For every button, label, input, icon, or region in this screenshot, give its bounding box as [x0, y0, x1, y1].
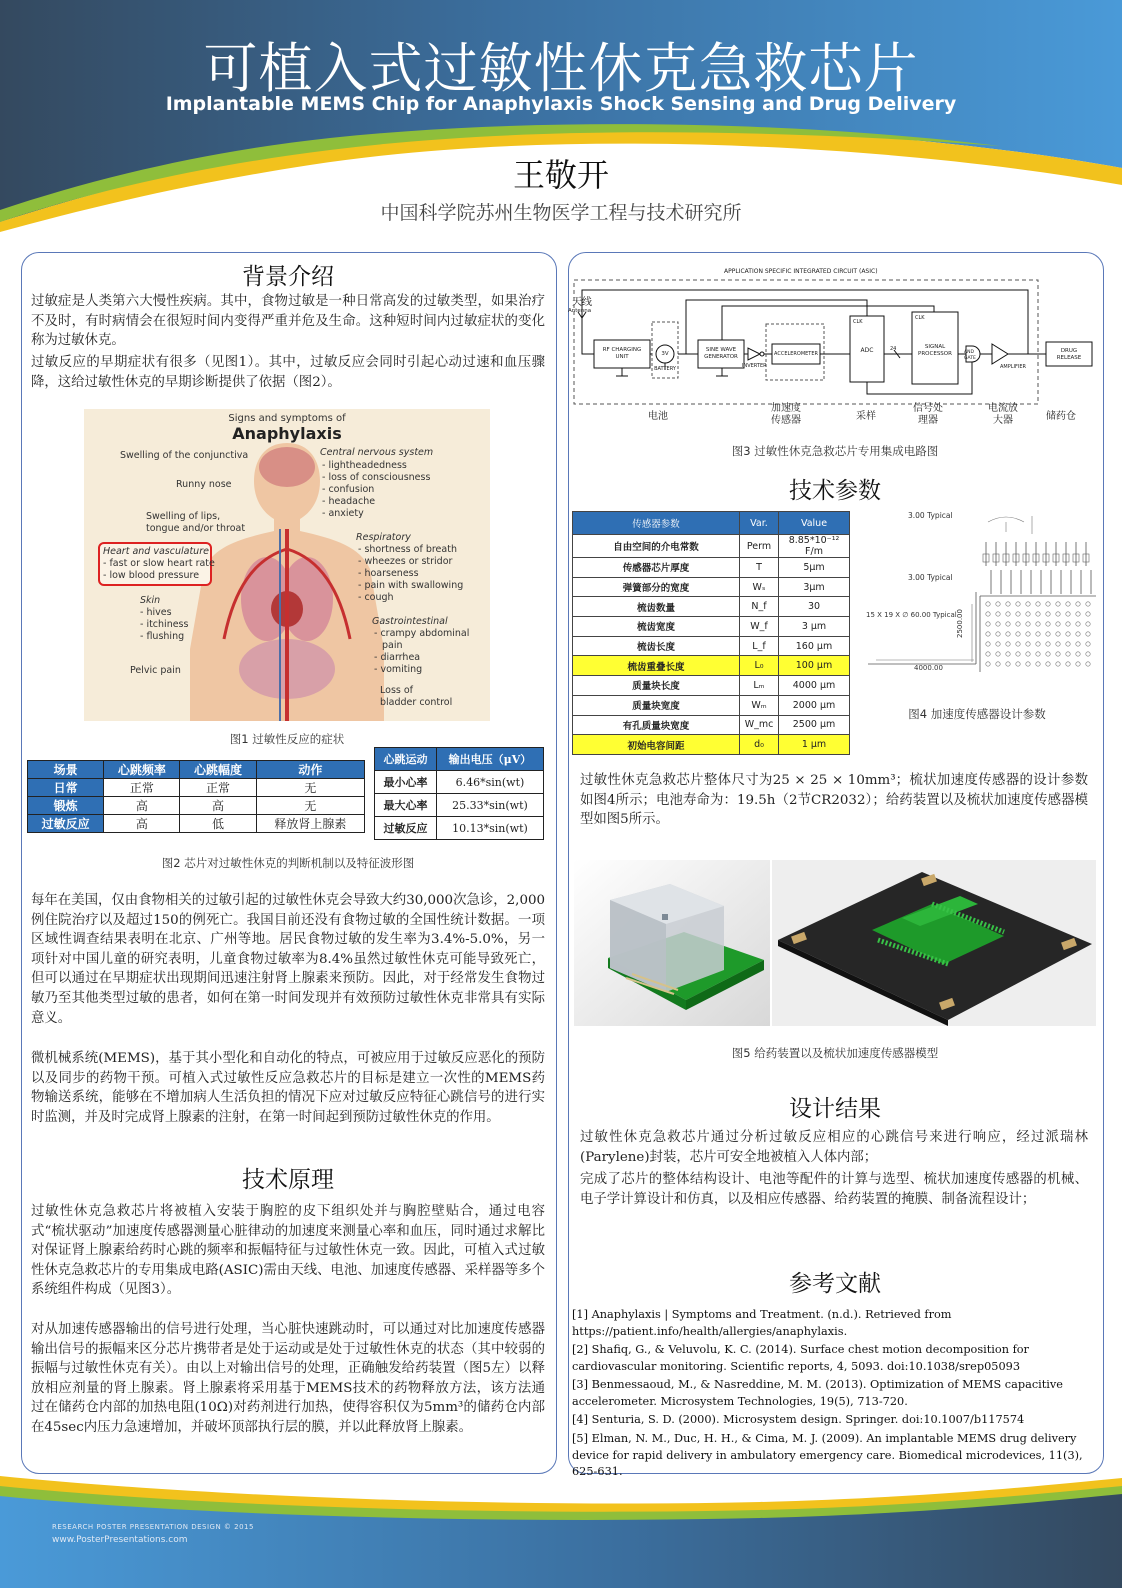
figure-5-caption: 图5 给药装置以及梳状加速度传感器模型	[731, 1046, 939, 1060]
fig1-resp-2: - wheezes or stridor	[358, 556, 453, 567]
fig1-lips-1: Swelling of lips,	[146, 511, 221, 522]
proof-mass-hole	[1036, 662, 1040, 666]
footer-credit: RESEARCH POSTER PRESENTATION DESIGN © 2015	[52, 1523, 254, 1531]
param-title: 技术参数	[789, 478, 881, 504]
table-header: 动作	[256, 761, 364, 779]
table-header: Var.	[740, 512, 779, 535]
reference-item: [4] Senturia, S. D. (2000). Microsystem design. Springer. doi:10.1007/b117574	[572, 1413, 1025, 1426]
figure-1-caption: 图1 过敏性反应的症状	[229, 732, 345, 746]
proof-mass-hole	[986, 622, 990, 626]
comb-accelerometer-model	[772, 860, 1096, 1026]
proof-mass-hole	[1076, 612, 1080, 616]
proof-mass-hole	[1056, 602, 1060, 606]
fig1-gi-title: Gastrointestinal	[372, 616, 448, 627]
table-cell: 梳齿长度	[573, 636, 740, 656]
fig1-skin-3: - flushing	[140, 631, 185, 642]
table-cell: d₀	[740, 735, 779, 755]
table-cell: 弹簧部分的宽度	[573, 577, 740, 597]
sine-block-label: SINE WAVE GENERATOR	[704, 347, 738, 360]
sp-block-label: SIGNAL PROCESSOR	[918, 344, 952, 357]
figure-5-models	[574, 860, 1096, 1026]
reference-item: [5] Elman, N. M., Duc, H. H., & Cima, M. J. (2009). An implantable MEMS drug delivery device for rapid delivery in ambulatory emergency care. Biomedical microdevices, 11(3), 625-631.	[572, 1432, 1083, 1478]
proof-mass-hole	[1026, 642, 1030, 646]
footer-background	[0, 1476, 1122, 1588]
proof-mass-hole	[1046, 652, 1050, 656]
table-cell: 1 μm	[779, 735, 850, 755]
proof-mass-hole	[1036, 602, 1040, 606]
sp-clk-label: CLK	[915, 315, 925, 321]
proof-mass-hole	[1016, 662, 1020, 666]
table-header: 输出电压（μV）	[436, 748, 543, 771]
table-row	[573, 676, 850, 696]
result-paragraph-1: 过敏性休克急救芯片通过分析过敏反应相应的心跳信号来进行响应，经过派瑞林(Parylene)封装，芯片可安全地被植入人体内部；	[580, 1130, 1088, 1165]
table-header: Value	[779, 512, 850, 535]
proof-mass-hole	[1036, 632, 1040, 636]
proof-mass-hole	[996, 652, 1000, 656]
table-cell: 梳齿数量	[573, 597, 740, 617]
intro-paragraph-2: 过敏反应的早期症状有很多（见图1）。其中，过敏反应会同时引起心动过速和血压骤降，这给过敏性休克的早期诊断提供了依据（图2）。	[31, 355, 545, 390]
table-cell: 自由空间的介电常数	[573, 535, 740, 558]
proof-mass-hole	[1046, 602, 1050, 606]
table-cell: Wₘ	[740, 695, 779, 715]
fig1-resp-4: - pain with swallowing	[358, 580, 464, 591]
adc-block-label: ADC	[860, 347, 874, 354]
proof-mass-hole	[1026, 602, 1030, 606]
intro-paragraph-4: 微机械系统(MEMS)，基于其小型化和自动化的特点，可被应用于过敏反应恶化的预防以及同步的药物干预。可植入式过敏性反应急救芯片的目标是建立一次性的MEMS药物输送系统，能够在不增加病人生活负担的情况下应对过敏反应特征心跳信号的进行实时监测，并及时完成肾上腺素的注射，在第一时间起到预防过敏性休克的作用。	[31, 1051, 545, 1125]
table-cell: 正常	[104, 779, 180, 797]
principle-title: 技术原理	[242, 1167, 334, 1193]
table-cell: 最小心率	[375, 771, 437, 794]
table-cell: W_f	[740, 617, 779, 637]
proof-mass-hole	[1006, 622, 1010, 626]
table-cell: 8.85*10⁻¹² F/m	[779, 535, 850, 558]
fig1-skin-2: - itchiness	[140, 619, 189, 630]
battery-label: BATTERY	[654, 366, 676, 372]
proof-mass-hole	[1086, 612, 1090, 616]
proof-mass-hole	[1046, 642, 1050, 646]
table-row	[573, 735, 850, 755]
fig1-heart-title: Heart and vasculature	[103, 546, 209, 557]
table-row	[375, 794, 544, 817]
proof-mass-hole	[1056, 622, 1060, 626]
proof-mass-hole	[1056, 642, 1060, 646]
table-cell: 25.33*sin(wt)	[436, 794, 543, 817]
table-row	[573, 597, 850, 617]
proof-mass-hole	[1006, 662, 1010, 666]
accel-block-label: ACCELEROMETER	[774, 351, 818, 357]
table-cell: 100 μm	[779, 656, 850, 676]
drug-block-label: DRUG RELEASE	[1056, 348, 1082, 361]
figure-3-caption: 图3 过敏性休克急救芯片专用集成电路图	[731, 444, 939, 458]
proof-mass-hole	[1036, 652, 1040, 656]
intro-title: 背景介绍	[242, 264, 334, 290]
proof-mass-hole	[1066, 652, 1070, 656]
fig1-conjunctiva: Swelling of the conjunctiva	[120, 450, 249, 461]
table-cell: 高	[104, 815, 180, 833]
result-title: 设计结果	[789, 1096, 881, 1122]
table-cell: 160 μm	[779, 636, 850, 656]
antenna-en: Antenna	[568, 308, 592, 314]
fig1-heart-1: - fast or slow heart rate	[103, 558, 215, 569]
table-cell: 日常	[28, 779, 104, 797]
table-row	[573, 656, 850, 676]
fig1-heading: Anaphylaxis	[232, 424, 342, 443]
table-cell: N_f	[740, 597, 779, 617]
label-amplifier: 电流放大器	[988, 403, 1018, 426]
proof-mass-hole	[1076, 632, 1080, 636]
table-row	[28, 761, 365, 779]
proof-mass-hole	[996, 642, 1000, 646]
proof-mass-hole	[1076, 662, 1080, 666]
table-header: 场景	[28, 761, 104, 779]
table-row	[375, 771, 544, 794]
proof-mass-hole	[1026, 632, 1030, 636]
adc-clk-label: CLK	[853, 319, 863, 325]
proof-mass-hole	[1056, 612, 1060, 616]
proof-mass-hole	[986, 662, 990, 666]
inverter-label: INVERTER	[742, 363, 767, 369]
principle-paragraph-2: 对从加速传感器输出的信号进行处理，当心脏快速跳动时，可以通过对比加速度传感器输出信号的振幅来区分芯片携带者是处于运动或是处于过敏性休克的状态（其中较弱的振幅与过敏性休克有关）。由以上对输出信号的处理，正确触发给药装置（图5左）以释放相应剂量的肾上腺素。肾上腺素将采用基于MEMS技术的药物释放方法，该方法通过在储药仓内部的加热电阻(10Ω)对药剂进行加热，使得容积仅为5mm³的储药仓内部在45sec内压力急速增加，并破坏顶部执行层的膜，并以此释放肾上腺素。	[31, 1322, 545, 1435]
proof-mass-hole	[1016, 602, 1020, 606]
table-row	[573, 617, 850, 637]
fig1-skin-title: Skin	[140, 595, 161, 606]
figure-1-anaphylaxis	[84, 409, 490, 721]
proof-mass-hole	[1026, 652, 1030, 656]
drug-delivery-model	[574, 860, 770, 1026]
result-paragraph-2: 完成了芯片的整体结构设计、电池等配件的计算与选型、梳状加速度传感器的机械、电子学计算设计和仿真，以及相应传感器、给药装置的掩膜、制备流程设计；	[580, 1172, 1088, 1207]
fig1-cns-3: - confusion	[322, 484, 375, 495]
fig1-gi-2: pain	[382, 640, 403, 651]
fig4-dim-1: 3.00 Typical	[908, 511, 953, 520]
proof-mass-hole	[1016, 652, 1020, 656]
table-row	[573, 695, 850, 715]
proof-mass-hole	[1046, 632, 1050, 636]
proof-mass-hole	[996, 622, 1000, 626]
fig4-dim-5: 4000.00	[914, 664, 943, 672]
fig1-heart-2: - low blood pressure	[103, 570, 200, 581]
table-cell: 30	[779, 597, 850, 617]
footer-url: www.PosterPresentations.com	[52, 1535, 188, 1545]
fig1-resp-3: - hoarseness	[358, 568, 419, 579]
fig1-cns-1: - lightheadedness	[322, 460, 407, 471]
fig1-resp-5: - cough	[358, 592, 394, 603]
table-row	[28, 779, 365, 797]
table-cell: 4000 μm	[779, 676, 850, 696]
poster-subtitle: Implantable MEMS Chip for Anaphylaxis Shock Sensing and Drug Delivery	[165, 93, 957, 115]
and-gate-label: AND GATE	[964, 350, 976, 361]
fig4-dim-4: 2500.00	[956, 609, 964, 638]
proof-mass-hole	[1016, 612, 1020, 616]
table-cell: 质量块长度	[573, 676, 740, 696]
figure-4-caption: 图4 加速度传感器设计参数	[908, 707, 1046, 721]
table-cell: 5μm	[779, 558, 850, 578]
reference-item: [1] Anaphylaxis | Symptoms and Treatment. (n.d.). Retrieved from https://patient.info/health/allergies/anaphylaxis.	[572, 1308, 952, 1338]
table-row	[28, 815, 365, 833]
table-cell: 无	[256, 797, 364, 815]
table-cell: 3μm	[779, 577, 850, 597]
proof-mass-hole	[1026, 612, 1030, 616]
table-cell: 过敏反应	[375, 817, 437, 840]
table-cell: 低	[180, 815, 256, 833]
table-cell: 初始电容间距	[573, 735, 740, 755]
table-cell: 梳齿重叠长度	[573, 656, 740, 676]
fig1-runny-nose: Runny nose	[176, 479, 232, 490]
table-header: 心跳频率	[104, 761, 180, 779]
table-row	[573, 512, 850, 535]
proof-mass-hole	[1036, 612, 1040, 616]
table-row	[28, 797, 365, 815]
table-cell: L_f	[740, 636, 779, 656]
proof-mass-hole	[1006, 612, 1010, 616]
table-cell: 6.46*sin(wt)	[436, 771, 543, 794]
asic-label: APPLICATION SPECIFIC INTEGRATED CIRCUIT (ASIC)	[724, 268, 878, 275]
reference-item: [3] Benmessaoud, M., & Nasreddine, M. M. (2013). Optimization of MEMS capacitive accelerometer. Microsystem Technologies, 19(5), 713-720.	[572, 1378, 1063, 1408]
table-header: 心跳幅度	[180, 761, 256, 779]
proof-mass-hole	[986, 612, 990, 616]
table-cell: 释放肾上腺素	[256, 815, 364, 833]
table-cell: T	[740, 558, 779, 578]
proof-mass-hole	[1016, 622, 1020, 626]
proof-mass-hole	[1076, 652, 1080, 656]
proof-mass-hole	[1006, 642, 1010, 646]
fig4-dim-3: 15 X 19 X ∅ 60.00 Typical	[866, 611, 957, 619]
table-row	[573, 535, 850, 558]
table-cell: 无	[256, 779, 364, 797]
fig1-gi-1: - crampy abdominal	[374, 628, 470, 639]
proof-mass-hole	[996, 632, 1000, 636]
proof-mass-hole	[986, 642, 990, 646]
proof-mass-hole	[1076, 602, 1080, 606]
table-row	[573, 577, 850, 597]
proof-mass-hole	[996, 602, 1000, 606]
fig1-resp-title: Respiratory	[356, 532, 411, 543]
proof-mass-hole	[1036, 642, 1040, 646]
fig1-gi-3: - diarrhea	[374, 652, 421, 663]
figure-2-caption: 图2 芯片对过敏性休克的判断机制以及特征波形图	[161, 856, 415, 870]
proof-mass-hole	[1006, 602, 1010, 606]
adc-bits-label: 24	[890, 346, 897, 352]
table-cell: 过敏反应	[28, 815, 104, 833]
proof-mass-hole	[1026, 622, 1030, 626]
fig1-heading-small: Signs and symptoms of	[228, 413, 346, 424]
table-cell: Lₘ	[740, 676, 779, 696]
table-cell: 高	[104, 797, 180, 815]
proof-mass-hole	[986, 602, 990, 606]
proof-mass-hole	[1086, 642, 1090, 646]
table-cell: 有孔质量块宽度	[573, 715, 740, 735]
proof-mass-hole	[1016, 632, 1020, 636]
proof-mass-hole	[1046, 622, 1050, 626]
proof-mass-hole	[996, 612, 1000, 616]
proof-mass-hole	[1036, 622, 1040, 626]
fig1-cns-4: - headache	[322, 496, 376, 507]
table-cell: L₀	[740, 656, 779, 676]
principle-paragraph-1: 过敏性休克急救芯片将被植入安装于胸腔的皮下组织处并与胸腔壁贴合，通过电容式“梳状驱动”加速度传感器测量心脏律动的加速度来测量心率和血压，同时通过求解比对保证肾上腺素给药时心跳的频率和振幅特征与过敏性休克一致。因此，可植入式过敏性休克急救芯片的专用集成电路(ASIC)需由天线、电池、加速度传感器、采样器等多个系统组件构成（见图3）。	[31, 1204, 545, 1298]
table-cell: Wₛ	[740, 577, 779, 597]
table-cell: 正常	[180, 779, 256, 797]
table-cell: 高	[180, 797, 256, 815]
fig1-pelvic: Pelvic pain	[130, 665, 181, 676]
parameter-table	[572, 511, 850, 755]
proof-mass-hole	[1006, 652, 1010, 656]
proof-mass-hole	[1056, 632, 1060, 636]
proof-mass-hole	[1076, 642, 1080, 646]
proof-mass-hole	[1086, 662, 1090, 666]
table-cell: 梳齿宽度	[573, 617, 740, 637]
intro-paragraph-3: 每年在美国，仅由食物相关的过敏引起的过敏性休克会导致大约30,000次急诊，2,000例住院治疗以及超过150的例死亡。我国目前还没有食物过敏的全国性统计数据。一项区域性调查结果表明在北京、广州等地。居民食物过敏的发生率为3.4%-5.0%，另一项针对中国儿童的研究表明，儿童食物过敏率为8.4%虽然过敏性休克可能导致死亡，但可以通过在早期症状出现期间迅速注射肾上腺素来预防。因此，对于经常发生食物过敏乃至其他类型过敏的患者，如何在第一时间发现并有效预防过敏性休克非常具有实际意义。	[31, 893, 545, 1026]
proof-mass-hole	[1046, 612, 1050, 616]
table-row	[573, 558, 850, 578]
author-name: 王敬开	[512, 156, 609, 194]
label-battery: 电池	[648, 411, 668, 422]
fig1-cns-title: Central nervous system	[320, 447, 434, 458]
proof-mass-hole	[1016, 642, 1020, 646]
rf-block-label: RF CHARGING UNIT	[602, 347, 642, 360]
table-header: 心跳运动	[375, 748, 437, 771]
label-signal-processor: 信号处理器	[913, 403, 943, 426]
intro-paragraph-1: 过敏症是人类第六大慢性疾病。其中，食物过敏是一种日常高发的过敏类型，如果治疗不及时，有时病情会在很短时间内变得严重并危及生命。这种短时间内过敏症状的变化称为过敏休克。	[31, 294, 545, 349]
proof-mass-hole	[1066, 602, 1070, 606]
proof-mass-hole	[1086, 632, 1090, 636]
table-row	[375, 748, 544, 771]
institution: 中国科学院苏州生物医学工程与技术研究所	[380, 202, 742, 224]
table-cell: 锻炼	[28, 797, 104, 815]
table-row	[573, 715, 850, 735]
table-row	[375, 817, 544, 840]
fig4-dim-2: 3.00 Typical	[908, 573, 953, 582]
voltage-table	[374, 747, 544, 840]
proof-mass-hole	[1086, 602, 1090, 606]
table-cell: 2500 μm	[779, 715, 850, 735]
fig1-bladder-1: Loss of	[380, 685, 414, 696]
proof-mass-hole	[1026, 662, 1030, 666]
amplifier-label: AMPLIFIER	[1000, 364, 1026, 370]
proof-mass-hole	[986, 632, 990, 636]
label-drug-store: 储药仓	[1046, 411, 1076, 422]
label-sampling: 采样	[856, 411, 876, 422]
fig1-gi-4: - vomiting	[374, 664, 423, 675]
proof-mass-hole	[1076, 622, 1080, 626]
fig1-resp-1: - shortness of breath	[358, 544, 457, 555]
proof-mass-hole	[1066, 632, 1070, 636]
fig1-cns-5: - anxiety	[322, 508, 364, 519]
references-title: 参考文献	[789, 1271, 881, 1297]
table-cell: 10.13*sin(wt)	[436, 817, 543, 840]
table-cell: Perm	[740, 535, 779, 558]
scene-table	[27, 760, 365, 833]
comb-drive-drawing	[856, 512, 1098, 678]
table-cell: 传感器芯片厚度	[573, 558, 740, 578]
proof-mass-hole	[1066, 662, 1070, 666]
table-cell: 2000 μm	[779, 695, 850, 715]
battery-voltage: 3V	[661, 351, 669, 357]
poster-title: 可植入式过敏性休克急救芯片	[203, 37, 919, 100]
table-cell: 最大心率	[375, 794, 437, 817]
proof-mass-hole	[1006, 632, 1010, 636]
fig1-lips-2: tongue and/or throat	[146, 523, 246, 534]
table-cell: 质量块宽度	[573, 695, 740, 715]
fig1-skin-1: - hives	[140, 607, 172, 618]
antenna-cn: 天线	[572, 297, 592, 308]
figure-3-circuit	[568, 266, 1098, 438]
fig1-bladder-2: bladder control	[380, 697, 453, 708]
proof-mass-hole	[1086, 622, 1090, 626]
table-header: 传感器参数	[573, 512, 740, 535]
proof-mass-hole	[1086, 652, 1090, 656]
proof-mass-hole	[1066, 612, 1070, 616]
proof-mass-hole	[986, 652, 990, 656]
param-paragraph: 过敏性休克急救芯片整体尺寸为25 × 25 × 10mm³；梳状加速度传感器的设计参数如图4所示；电池寿命为：19.5h（2节CR2032）；给药装置以及梳状加速度传感器模型如图5所示。	[580, 773, 1088, 828]
table-row	[573, 636, 850, 656]
figure-4-accelerometer-design	[856, 512, 1098, 678]
proof-mass-hole	[1046, 662, 1050, 666]
proof-mass-hole	[1066, 622, 1070, 626]
proof-mass-hole	[996, 662, 1000, 666]
proof-mass-hole	[1066, 642, 1070, 646]
fig1-cns-2: - loss of consciousness	[322, 472, 431, 483]
table-cell: 3 μm	[779, 617, 850, 637]
label-accelerometer: 加速度传感器	[771, 403, 801, 426]
proof-mass-hole	[1056, 652, 1060, 656]
proof-mass-hole	[1056, 662, 1060, 666]
table-cell: W_mc	[740, 715, 779, 735]
reference-item: [2] Shafiq, G., & Veluvolu, K. C. (2014). Surface chest motion decomposition for cardiovascular monitoring. Scientific reports, 4, 5093. doi:10.1038/srep05093	[572, 1343, 1029, 1373]
